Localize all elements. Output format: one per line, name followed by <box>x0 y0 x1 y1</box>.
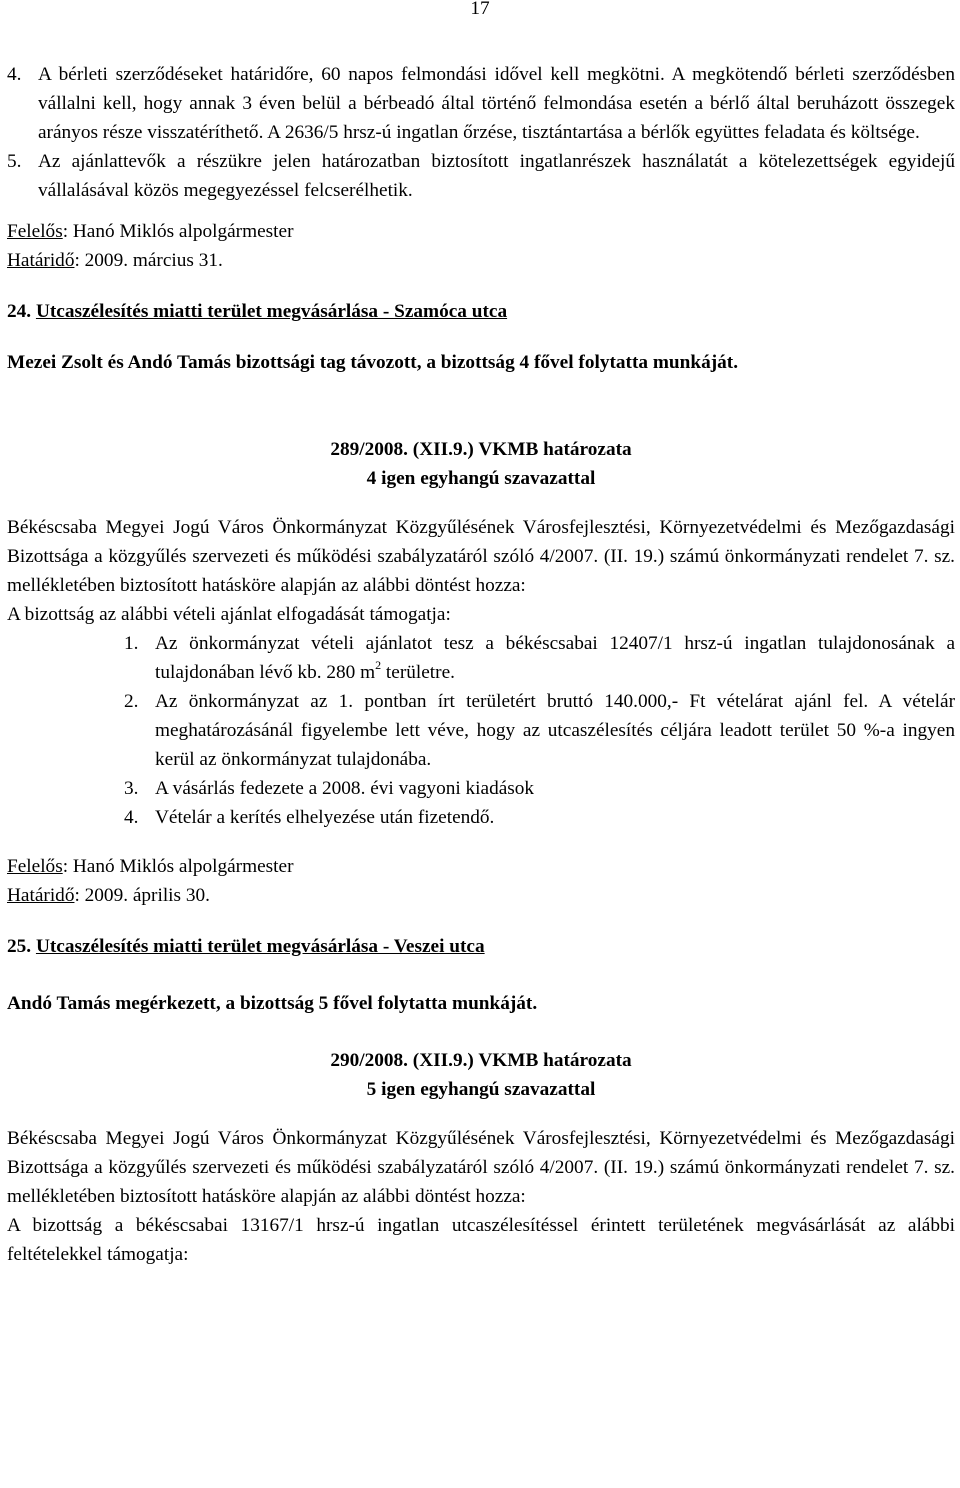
responsible-value: : Hanó Miklós alpolgármester <box>62 221 294 242</box>
agenda-title: Utcaszélesítés miatti terület megvásárlása - Veszei utca <box>35 936 485 957</box>
point-number: 1. <box>124 633 139 654</box>
point-text: Az önkormányzat az 1. pontban írt területért bruttó 140.000,- Ft vételárat ajánl fel. A vételár meghatározásánál figyelembe lett véve, hogy az utcaszélesítés céljára leadott terület 50 %-a ingyen kerül az önkormányzat tulajdonába. <box>155 691 955 770</box>
superscript: 2 <box>375 657 382 672</box>
resolution-lead: A bizottság a békéscsabai 13167/1 hrsz-ú ingatlan utcaszélesítéssel érintett területének megvásárlását az alábbi feltételekkel támogatja: <box>7 1215 955 1265</box>
point-text-main: Az önkormányzat vételi ajánlatot tesz a békéscsabai 12407/1 hrsz-ú ingatlan tulajdonosának a tulajdonában lévő kb. 280 m <box>155 633 955 683</box>
responsible-label: Felelős <box>7 856 63 877</box>
deadline-label: Határidő <box>7 250 75 271</box>
resolution-intro: Békéscsaba Megyei Jogú Város Önkormányzat Közgyűlésének Városfejlesztési, Környezetvédelmi és Mezőgazdasági Bizottsága a közgyűlés szervezeti és működési szabályzatáról szóló 4/2007. (II. 19.) számú önkormányzati rendelet 7. sz. mellékletében biztosított hatásköre alapján az alábbi döntést hozza: <box>7 517 955 596</box>
agenda-heading-24 <box>7 297 955 326</box>
resolution-vote: 5 igen egyhangú szavazattal <box>366 1079 596 1100</box>
deadline-value: : 2009. március 31. <box>74 250 223 271</box>
item-number: 4. <box>7 64 22 85</box>
point-text <box>155 629 955 687</box>
responsible-value: : Hanó Miklós alpolgármester <box>62 856 294 877</box>
resolution-vote: 4 igen egyhangú szavazattal <box>366 468 596 489</box>
resolution-point <box>124 774 955 803</box>
point-number: 4. <box>124 807 139 828</box>
resolution-point <box>124 629 955 687</box>
resolution-lead: A bizottság az alábbi vételi ajánlat elfogadását támogatja: <box>7 604 451 625</box>
deadline-line <box>7 246 955 275</box>
item-text <box>38 60 955 147</box>
item-text-part: A 2636/5 hrsz-ú ingatlan őrzése, tisztántartása a bérlők együttes feladata és költsége. <box>267 122 920 143</box>
resolution-title: 289/2008. (XII.9.) VKMB határozata <box>330 439 632 460</box>
resolution-title: 290/2008. (XII.9.) VKMB határozata <box>330 1050 632 1071</box>
deadline-line <box>7 881 955 910</box>
agenda-heading-25 <box>7 932 955 961</box>
point-text-tail: területre. <box>381 662 455 683</box>
attendance-notice: Andó Tamás megérkezett, a bizottság 5 fővel folytatta munkáját. <box>7 993 538 1014</box>
resolution-intro: Békéscsaba Megyei Jogú Város Önkormányzat Közgyűlésének Városfejlesztési, Környezetvédelmi és Mezőgazdasági Bizottsága a közgyűlés szervezeti és működési szabályzatáról szóló 4/2007. (II. 19.) számú önkormányzati rendelet 7. sz. mellékletében biztosított hatásköre alapján az alábbi döntést hozza: <box>7 1128 955 1207</box>
page-number: 17 <box>470 0 490 19</box>
resolution-point <box>124 803 955 832</box>
deadline-value: : 2009. április 30. <box>74 885 210 906</box>
resolution-points <box>124 629 955 832</box>
deadline-label: Határidő <box>7 885 75 906</box>
agenda-number: 24. <box>7 301 32 322</box>
responsible-line <box>7 217 955 246</box>
point-number: 3. <box>124 778 139 799</box>
point-number: 2. <box>124 691 139 712</box>
item-text: Az ajánlattevők a részükre jelen határozatban biztosított ingatlanrészek használatát a kötelezettségek egyidejű vállalásával közös megegyezéssel felcserélhetik. <box>38 151 955 201</box>
attendance-notice: Mezei Zsolt és Andó Tamás bizottsági tag távozott, a bizottság 4 fővel folytatta munkáját. <box>7 352 739 373</box>
item-text-part: A bérleti szerződéseket határidőre, 60 napos felmondási idővel kell megkötni. A megkötendő bérleti szerződésben vállalni kell, hogy annak 3 éven belül a bérbeadó által történő felmondása esetén a bérlő által beruházott összegek arányos része visszatéríthető. <box>38 64 955 143</box>
document-body <box>7 60 955 1269</box>
agenda-title: Utcaszélesítés miatti terület megvásárlása - Szamóca utca <box>35 301 508 322</box>
point-text: Vételár a kerítés elhelyezése után fizetendő. <box>155 807 495 828</box>
point-text: A vásárlás fedezete a 2008. évi vagyoni kiadások <box>155 778 535 799</box>
responsible-line <box>7 852 955 881</box>
responsible-label: Felelős <box>7 221 63 242</box>
agenda-number: 25. <box>7 936 32 957</box>
resolution-point <box>124 687 955 774</box>
list-item-4 <box>7 60 955 147</box>
item-number: 5. <box>7 151 22 172</box>
list-item-5 <box>7 147 955 205</box>
